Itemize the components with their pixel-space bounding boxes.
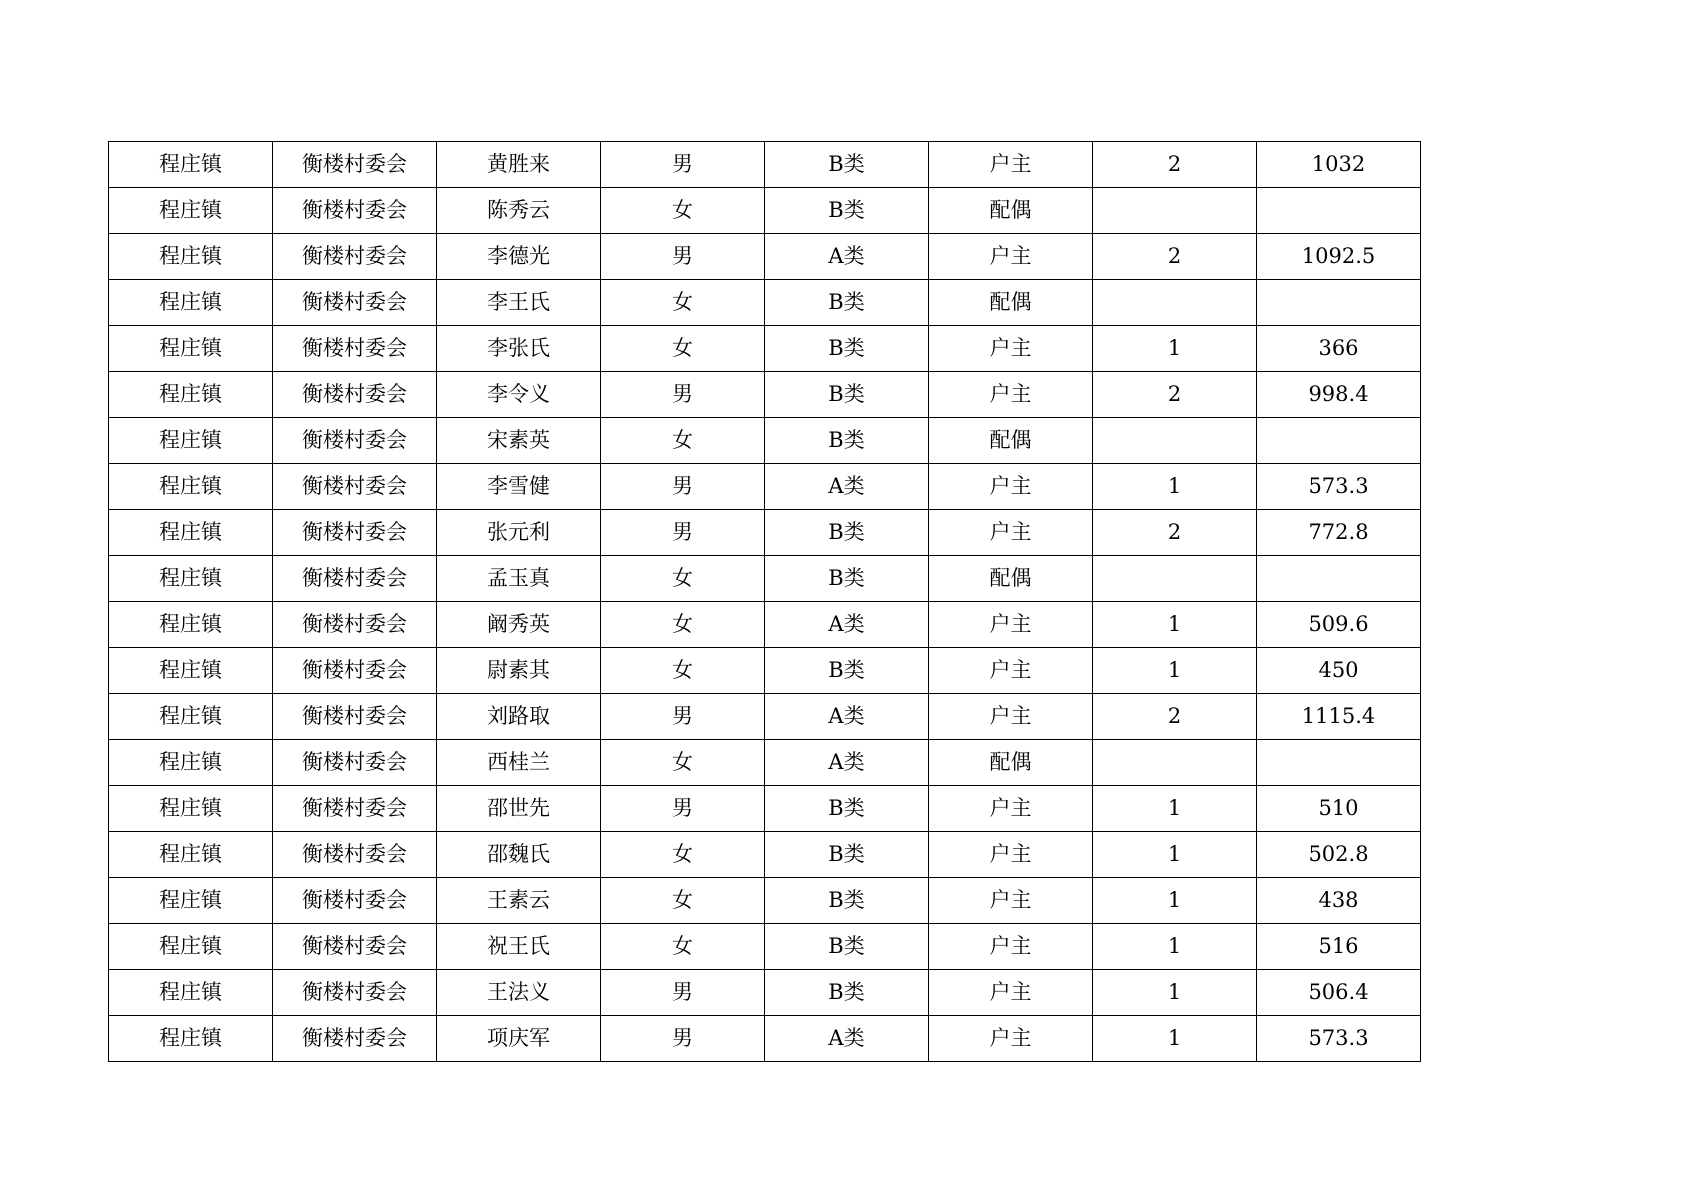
table-row [109, 372, 1421, 418]
cell-household-size [1093, 556, 1257, 602]
cell-name: 阚秀英 [437, 602, 601, 648]
data-table [108, 141, 1421, 1062]
cell-household-size: 2 [1093, 142, 1257, 188]
cell-village-committee: 衡楼村委会 [273, 188, 437, 234]
table-row [109, 142, 1421, 188]
cell-relation: 户主 [929, 832, 1093, 878]
table-row [109, 694, 1421, 740]
cell-relation: 户主 [929, 510, 1093, 556]
table-row [109, 234, 1421, 280]
cell-village-committee: 衡楼村委会 [273, 326, 437, 372]
cell-town: 程庄镇 [109, 970, 273, 1016]
cell-village-committee: 衡楼村委会 [273, 878, 437, 924]
cell-household-size: 2 [1093, 372, 1257, 418]
cell-amount: 1092.5 [1257, 234, 1421, 280]
cell-gender: 男 [601, 142, 765, 188]
cell-village-committee: 衡楼村委会 [273, 234, 437, 280]
cell-gender: 女 [601, 556, 765, 602]
table-row [109, 188, 1421, 234]
cell-amount: 1032 [1257, 142, 1421, 188]
cell-village-committee: 衡楼村委会 [273, 510, 437, 556]
cell-town: 程庄镇 [109, 878, 273, 924]
cell-household-size: 1 [1093, 648, 1257, 694]
cell-category: B类 [765, 188, 929, 234]
cell-name: 王素云 [437, 878, 601, 924]
cell-village-committee: 衡楼村委会 [273, 924, 437, 970]
cell-household-size [1093, 188, 1257, 234]
cell-gender: 男 [601, 464, 765, 510]
cell-category: A类 [765, 602, 929, 648]
cell-household-size: 1 [1093, 878, 1257, 924]
cell-name: 李德光 [437, 234, 601, 280]
cell-household-size: 1 [1093, 1016, 1257, 1062]
cell-gender: 男 [601, 786, 765, 832]
cell-gender: 女 [601, 740, 765, 786]
cell-category: B类 [765, 556, 929, 602]
cell-town: 程庄镇 [109, 142, 273, 188]
cell-category: B类 [765, 326, 929, 372]
cell-category: B类 [765, 510, 929, 556]
cell-amount [1257, 556, 1421, 602]
cell-village-committee: 衡楼村委会 [273, 648, 437, 694]
cell-gender: 女 [601, 832, 765, 878]
cell-amount [1257, 188, 1421, 234]
table-row [109, 326, 1421, 372]
cell-category: B类 [765, 142, 929, 188]
cell-relation: 户主 [929, 970, 1093, 1016]
cell-village-committee: 衡楼村委会 [273, 556, 437, 602]
cell-relation: 配偶 [929, 418, 1093, 464]
cell-household-size [1093, 740, 1257, 786]
cell-gender: 女 [601, 280, 765, 326]
cell-name: 尉素其 [437, 648, 601, 694]
cell-relation: 户主 [929, 924, 1093, 970]
cell-town: 程庄镇 [109, 464, 273, 510]
cell-relation: 户主 [929, 694, 1093, 740]
table-row [109, 418, 1421, 464]
cell-name: 李雪健 [437, 464, 601, 510]
cell-village-committee: 衡楼村委会 [273, 1016, 437, 1062]
cell-amount: 1115.4 [1257, 694, 1421, 740]
cell-household-size: 1 [1093, 602, 1257, 648]
table-row [109, 464, 1421, 510]
cell-gender: 男 [601, 510, 765, 556]
cell-name: 陈秀云 [437, 188, 601, 234]
cell-amount: 509.6 [1257, 602, 1421, 648]
cell-gender: 女 [601, 188, 765, 234]
cell-category: B类 [765, 280, 929, 326]
cell-relation: 配偶 [929, 280, 1093, 326]
cell-village-committee: 衡楼村委会 [273, 464, 437, 510]
cell-village-committee: 衡楼村委会 [273, 602, 437, 648]
cell-name: 邵世先 [437, 786, 601, 832]
cell-town: 程庄镇 [109, 1016, 273, 1062]
cell-village-committee: 衡楼村委会 [273, 694, 437, 740]
cell-household-size [1093, 280, 1257, 326]
table-row [109, 1016, 1421, 1062]
cell-name: 李令义 [437, 372, 601, 418]
cell-town: 程庄镇 [109, 740, 273, 786]
cell-town: 程庄镇 [109, 234, 273, 280]
cell-gender: 女 [601, 648, 765, 694]
cell-amount [1257, 418, 1421, 464]
table-row [109, 280, 1421, 326]
cell-gender: 女 [601, 602, 765, 648]
cell-relation: 配偶 [929, 188, 1093, 234]
cell-amount: 366 [1257, 326, 1421, 372]
cell-amount: 502.8 [1257, 832, 1421, 878]
cell-amount: 998.4 [1257, 372, 1421, 418]
cell-gender: 男 [601, 234, 765, 280]
cell-relation: 配偶 [929, 740, 1093, 786]
cell-relation: 户主 [929, 234, 1093, 280]
table-body [109, 142, 1421, 1062]
cell-town: 程庄镇 [109, 924, 273, 970]
cell-town: 程庄镇 [109, 280, 273, 326]
cell-category: A类 [765, 694, 929, 740]
cell-amount: 450 [1257, 648, 1421, 694]
table-row [109, 878, 1421, 924]
cell-name: 祝王氏 [437, 924, 601, 970]
cell-category: B类 [765, 648, 929, 694]
cell-town: 程庄镇 [109, 694, 273, 740]
cell-gender: 女 [601, 326, 765, 372]
cell-household-size: 1 [1093, 786, 1257, 832]
cell-town: 程庄镇 [109, 326, 273, 372]
table-row [109, 970, 1421, 1016]
cell-category: B类 [765, 786, 929, 832]
cell-household-size: 1 [1093, 464, 1257, 510]
cell-amount: 506.4 [1257, 970, 1421, 1016]
cell-town: 程庄镇 [109, 832, 273, 878]
cell-name: 宋素英 [437, 418, 601, 464]
cell-relation: 户主 [929, 372, 1093, 418]
table-row [109, 602, 1421, 648]
cell-gender: 女 [601, 878, 765, 924]
cell-gender: 男 [601, 694, 765, 740]
cell-village-committee: 衡楼村委会 [273, 280, 437, 326]
table-row [109, 786, 1421, 832]
cell-town: 程庄镇 [109, 556, 273, 602]
cell-relation: 户主 [929, 1016, 1093, 1062]
cell-household-size: 2 [1093, 510, 1257, 556]
cell-category: A类 [765, 234, 929, 280]
cell-amount: 438 [1257, 878, 1421, 924]
cell-name: 邵魏氏 [437, 832, 601, 878]
cell-household-size: 2 [1093, 234, 1257, 280]
cell-relation: 户主 [929, 648, 1093, 694]
cell-category: B类 [765, 924, 929, 970]
cell-relation: 户主 [929, 878, 1093, 924]
cell-name: 李张氏 [437, 326, 601, 372]
table-row [109, 648, 1421, 694]
cell-town: 程庄镇 [109, 372, 273, 418]
cell-household-size: 1 [1093, 970, 1257, 1016]
cell-amount: 772.8 [1257, 510, 1421, 556]
cell-category: B类 [765, 878, 929, 924]
cell-village-committee: 衡楼村委会 [273, 740, 437, 786]
cell-gender: 男 [601, 970, 765, 1016]
cell-household-size: 1 [1093, 924, 1257, 970]
cell-gender: 女 [601, 418, 765, 464]
cell-name: 张元利 [437, 510, 601, 556]
cell-amount [1257, 740, 1421, 786]
cell-name: 王法义 [437, 970, 601, 1016]
cell-amount: 516 [1257, 924, 1421, 970]
cell-relation: 户主 [929, 142, 1093, 188]
cell-household-size: 1 [1093, 832, 1257, 878]
cell-gender: 女 [601, 924, 765, 970]
cell-name: 项庆军 [437, 1016, 601, 1062]
cell-village-committee: 衡楼村委会 [273, 372, 437, 418]
cell-household-size: 2 [1093, 694, 1257, 740]
cell-relation: 户主 [929, 326, 1093, 372]
cell-village-committee: 衡楼村委会 [273, 832, 437, 878]
cell-relation: 配偶 [929, 556, 1093, 602]
table-row [109, 832, 1421, 878]
cell-category: A类 [765, 740, 929, 786]
table-row [109, 556, 1421, 602]
cell-village-committee: 衡楼村委会 [273, 786, 437, 832]
cell-village-committee: 衡楼村委会 [273, 970, 437, 1016]
cell-amount: 573.3 [1257, 1016, 1421, 1062]
cell-town: 程庄镇 [109, 188, 273, 234]
cell-name: 孟玉真 [437, 556, 601, 602]
cell-name: 刘路取 [437, 694, 601, 740]
cell-amount: 510 [1257, 786, 1421, 832]
cell-amount: 573.3 [1257, 464, 1421, 510]
cell-gender: 男 [601, 1016, 765, 1062]
cell-town: 程庄镇 [109, 602, 273, 648]
cell-town: 程庄镇 [109, 418, 273, 464]
cell-town: 程庄镇 [109, 648, 273, 694]
cell-gender: 男 [601, 372, 765, 418]
cell-village-committee: 衡楼村委会 [273, 418, 437, 464]
cell-category: B类 [765, 832, 929, 878]
cell-household-size [1093, 418, 1257, 464]
cell-category: A类 [765, 1016, 929, 1062]
cell-town: 程庄镇 [109, 786, 273, 832]
cell-amount [1257, 280, 1421, 326]
table-row [109, 510, 1421, 556]
cell-category: B类 [765, 418, 929, 464]
cell-name: 西桂兰 [437, 740, 601, 786]
cell-relation: 户主 [929, 464, 1093, 510]
cell-village-committee: 衡楼村委会 [273, 142, 437, 188]
cell-relation: 户主 [929, 602, 1093, 648]
table-row [109, 924, 1421, 970]
table-row [109, 740, 1421, 786]
cell-category: A类 [765, 464, 929, 510]
cell-household-size: 1 [1093, 326, 1257, 372]
cell-name: 李王氏 [437, 280, 601, 326]
cell-relation: 户主 [929, 786, 1093, 832]
cell-town: 程庄镇 [109, 510, 273, 556]
cell-name: 黄胜来 [437, 142, 601, 188]
cell-category: B类 [765, 372, 929, 418]
cell-category: B类 [765, 970, 929, 1016]
